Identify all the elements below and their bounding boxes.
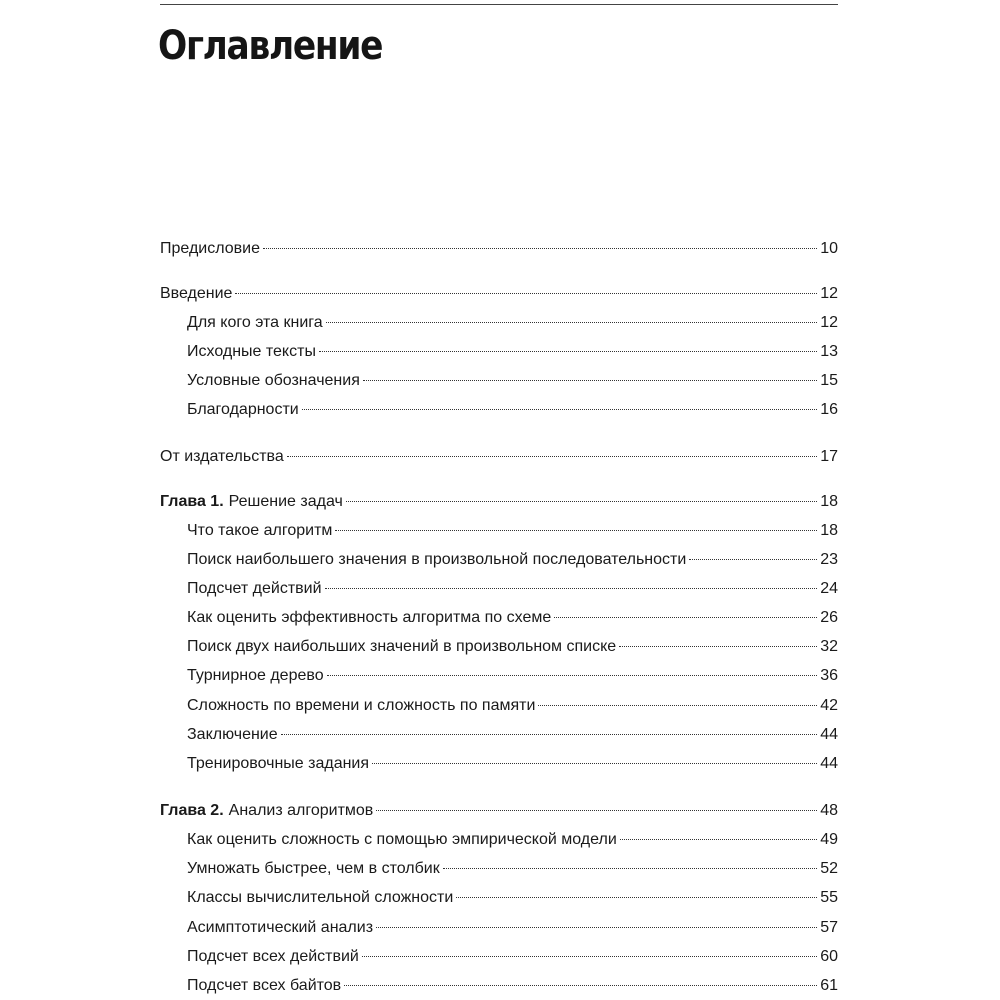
toc-entry[interactable] (187, 549, 838, 571)
toc-entry-label: Что такое алгоритм (187, 522, 333, 539)
toc-entry-page: 15 (820, 372, 838, 389)
toc-entry-label: Исходные тексты (187, 343, 316, 360)
toc-entry-page: 42 (820, 697, 838, 714)
dot-leader (326, 322, 818, 323)
toc-entry-page: 32 (820, 638, 838, 655)
toc-entry[interactable] (187, 917, 838, 939)
dot-leader (363, 380, 817, 381)
dot-leader (235, 293, 817, 294)
toc-entry-page: 18 (820, 522, 838, 539)
toc-entry-label: Условные обозначения (187, 372, 360, 389)
toc-entry[interactable] (187, 665, 838, 687)
dot-leader (344, 985, 817, 986)
chapter-number: Глава 1. (160, 493, 224, 510)
toc-entry-label: Подсчет всех байтов (187, 977, 342, 994)
top-rule (160, 4, 838, 5)
toc-entry-page: 44 (820, 755, 838, 772)
toc-entry[interactable] (160, 283, 838, 305)
dot-leader (319, 351, 817, 352)
dot-leader (325, 588, 818, 589)
toc-entry[interactable] (187, 399, 838, 421)
toc-entry[interactable] (187, 946, 838, 968)
toc-entry-page: 61 (820, 977, 838, 994)
toc-entry-page: 55 (820, 889, 838, 906)
toc-entry-label: Поиск двух наибольших значений в произвольном списке (187, 638, 617, 655)
toc-entry[interactable] (187, 520, 838, 542)
toc-entry-label: Классы вычислительной сложности (187, 889, 454, 906)
toc-entry-page: 12 (820, 285, 838, 302)
toc-entry-page: 12 (820, 314, 838, 331)
toc-entry-label: Заключение (187, 726, 278, 743)
toc-entry[interactable] (160, 238, 838, 260)
dot-leader (443, 868, 818, 869)
toc-entry-page: 24 (820, 580, 838, 597)
dot-leader (281, 734, 818, 735)
toc-entry-label: Поиск наибольшего значения в произвольной последовательности (187, 551, 687, 568)
toc-entry-page: 16 (820, 401, 838, 418)
toc-entry-page: 49 (820, 831, 838, 848)
toc-entry[interactable] (160, 446, 838, 468)
toc-entry-label: Подсчет действий (187, 580, 322, 597)
toc-entry[interactable] (187, 858, 838, 880)
toc-entry-label: Умножать быстрее, чем в столбик (187, 860, 440, 877)
dot-leader (538, 705, 817, 706)
toc-entry-label: Как оценить эффективность алгоритма по схеме (187, 609, 552, 626)
dot-leader (263, 248, 817, 249)
toc-entry[interactable] (187, 370, 838, 392)
dot-leader (554, 617, 817, 618)
toc-entry-page: 17 (820, 448, 838, 465)
dot-leader (620, 839, 817, 840)
toc-entry[interactable] (187, 341, 838, 363)
toc-entry-label: Решение задач (228, 493, 343, 510)
toc-entry-label: Подсчет всех действий (187, 948, 359, 965)
dot-leader (335, 530, 817, 531)
dot-leader (346, 501, 817, 502)
toc-entry-page: 57 (820, 919, 838, 936)
toc-entry-page: 26 (820, 609, 838, 626)
chapter-number: Глава 2. (160, 802, 224, 819)
toc-entry[interactable] (187, 975, 838, 997)
toc-entry[interactable] (160, 491, 838, 513)
toc-entry[interactable] (187, 695, 838, 717)
toc-entry[interactable] (187, 724, 838, 746)
toc-entry[interactable] (187, 887, 838, 909)
toc-entry-label: Тренировочные задания (187, 755, 370, 772)
toc-entry-label: От издательства (160, 448, 284, 465)
toc-entry-page: 18 (820, 493, 838, 510)
toc-entry-label: Благодарности (187, 401, 299, 418)
dot-leader (302, 409, 817, 410)
toc-entry-page: 10 (820, 240, 838, 257)
toc-entry-label: Для кого эта книга (187, 314, 323, 331)
toc-entry[interactable] (187, 829, 838, 851)
dot-leader (376, 927, 817, 928)
dot-leader (456, 897, 817, 898)
toc-entry-label: Как оценить сложность с помощью эмпирической модели (187, 831, 617, 848)
toc-entry[interactable] (187, 578, 838, 600)
toc-entry-page: 23 (820, 551, 838, 568)
dot-leader (619, 646, 817, 647)
toc-entry-page: 44 (820, 726, 838, 743)
toc-entry-label: Анализ алгоритмов (228, 802, 374, 819)
dot-leader (327, 675, 818, 676)
toc-entry-page: 48 (820, 802, 838, 819)
toc-entry-label: Сложность по времени и сложность по памяти (187, 697, 536, 714)
toc-entry-label: Введение (160, 285, 233, 302)
toc-entry-page: 60 (820, 948, 838, 965)
dot-leader (689, 559, 817, 560)
page-title: Оглавление (158, 23, 383, 69)
toc-entry-label: Турнирное дерево (187, 667, 324, 684)
toc-entry-page: 52 (820, 860, 838, 877)
toc-entry[interactable] (187, 636, 838, 658)
toc-entry[interactable] (187, 753, 838, 775)
dot-leader (376, 810, 817, 811)
toc-entry[interactable] (187, 607, 838, 629)
toc-entry[interactable] (160, 800, 838, 822)
dot-leader (372, 763, 817, 764)
toc-entry[interactable] (187, 312, 838, 334)
toc-entry-label: Предисловие (160, 240, 260, 257)
toc-entry-page: 13 (820, 343, 838, 360)
dot-leader (362, 956, 817, 957)
toc-entry-page: 36 (820, 667, 838, 684)
toc-entry-label: Асимптотический анализ (187, 919, 374, 936)
dot-leader (287, 456, 817, 457)
